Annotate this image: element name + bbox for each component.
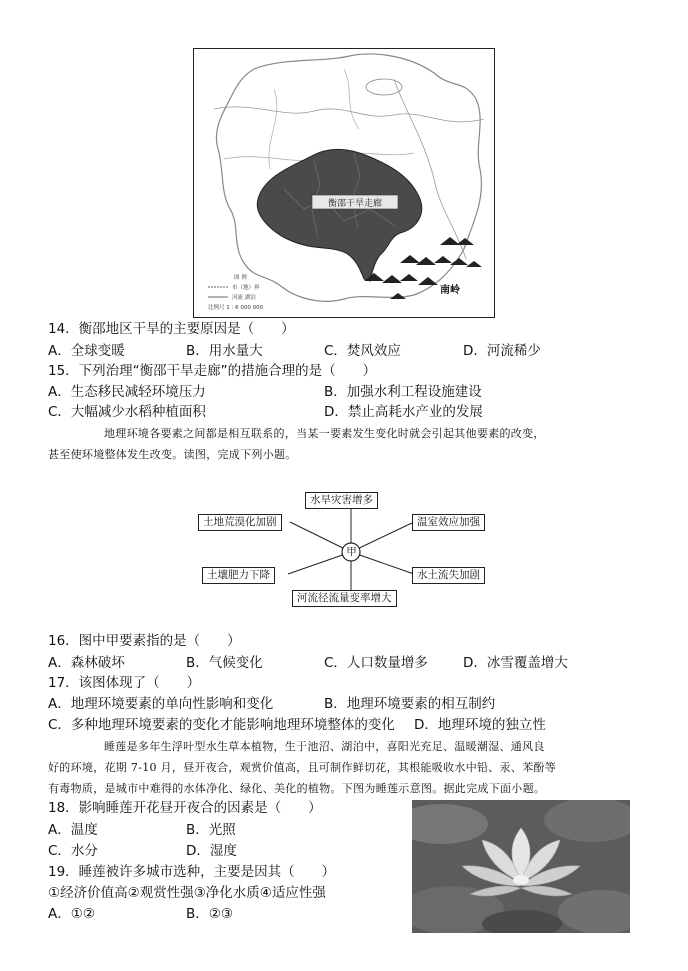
q16-option-d[interactable]: D．冰雪覆盖增大 bbox=[463, 655, 568, 671]
q17-option-a[interactable]: A．地理环境要素的单向性影响和变化 bbox=[48, 696, 274, 712]
q14-option-b[interactable]: B．用水量大 bbox=[186, 343, 263, 359]
q15-option-a[interactable]: A．生态移民减轻环境压力 bbox=[48, 384, 206, 400]
q19-option-b[interactable]: B．②③ bbox=[186, 906, 233, 922]
legend-title: 图 例 bbox=[234, 275, 247, 281]
q19-stem: 19．睡莲被许多城市选种，主要是因其（ ） bbox=[48, 864, 336, 880]
q16-option-a[interactable]: A．森林破坏 bbox=[48, 655, 125, 671]
q18-option-d[interactable]: D．湿度 bbox=[186, 843, 237, 859]
q19-option-a[interactable]: A．①② bbox=[48, 906, 95, 922]
map-legend bbox=[208, 273, 264, 311]
water-lily-drawing bbox=[412, 800, 630, 933]
diagram-lower-left-box: 土壤肥力下降 bbox=[202, 567, 275, 584]
river-line bbox=[269, 89, 277, 169]
q18-option-c[interactable]: C．水分 bbox=[48, 843, 98, 859]
q17-option-b[interactable]: B．地理环境要素的相互制约 bbox=[324, 696, 496, 712]
q15-option-c[interactable]: C．大幅减少水稻种植面积 bbox=[48, 404, 206, 420]
diagram-bottom-box: 河流径流量变率增大 bbox=[292, 590, 397, 607]
passage2-line1: 睡莲是多年生浮叶型水生草本植物，生于池沼、湖泊中，喜阳光充足、温暖潮湿、通风良 bbox=[104, 740, 545, 753]
q16-option-c[interactable]: C．人口数量增多 bbox=[324, 655, 428, 671]
river-line bbox=[214, 107, 484, 122]
corridor-label: 衡邵干旱走廊 bbox=[327, 199, 383, 209]
q16-stem: 16．图中甲要素指的是（ ） bbox=[48, 633, 241, 649]
passage2-line2: 好的环境，花期 7-10 月，昼开夜合，观赏价值高，且可制作鲜切花，其根能吸收水中铅、汞、苯酚等 bbox=[48, 761, 557, 774]
nanling-label: 南岭 bbox=[440, 285, 460, 296]
water-lily-photo bbox=[412, 800, 630, 933]
river-line bbox=[344, 69, 359, 129]
diagram-upper-right-box: 温室效应加强 bbox=[412, 514, 485, 531]
q17-option-d[interactable]: D．地理环境的独立性 bbox=[414, 717, 546, 733]
diagram-lower-right-box: 水土流失加剧 bbox=[412, 567, 485, 584]
legend-boundary: 市（地）界 bbox=[232, 285, 260, 291]
q19-statements: ①经济价值高②观赏性强③净化水质④适应性强 bbox=[48, 885, 326, 901]
q14-option-c[interactable]: C．焚风效应 bbox=[324, 343, 401, 359]
q14-option-d[interactable]: D．河流稀少 bbox=[463, 343, 541, 359]
q15-stem: 15．下列治理“衡邵干旱走廊”的措施合理的是（ ） bbox=[48, 363, 377, 379]
hengshao-map bbox=[193, 48, 495, 318]
element-relation-diagram bbox=[190, 486, 500, 610]
q18-option-b[interactable]: B．光照 bbox=[186, 822, 236, 838]
drought-corridor-region bbox=[257, 149, 422, 281]
diagram-top-box: 水旱灾害增多 bbox=[305, 492, 378, 509]
legend-river: 河流 湖泊 bbox=[232, 295, 256, 301]
diagram-upper-left-box: 土地荒漠化加剧 bbox=[198, 514, 282, 531]
q15-option-b[interactable]: B．加强水利工程设施建设 bbox=[324, 384, 482, 400]
q17-stem: 17．该图体现了（ ） bbox=[48, 675, 201, 691]
q18-option-a[interactable]: A．温度 bbox=[48, 822, 98, 838]
passage2-line3: 有毒物质，是城市中难得的水体净化、绿化、美化的植物。下图为睡莲示意图。据此完成下面小题。 bbox=[48, 782, 546, 795]
q17-option-c[interactable]: C．多种地理环境要素的变化才能影响地理环境整体的变化 bbox=[48, 717, 395, 733]
q18-stem: 18．影响睡莲开花昼开夜合的因素是（ ） bbox=[48, 800, 322, 816]
q14-option-a[interactable]: A．全球变暖 bbox=[48, 343, 125, 359]
passage1-line2: 甚至使环境整体发生改变。读图，完成下列小题。 bbox=[48, 448, 297, 461]
passage1-line1: 地理环境各要素之间都是相互联系的，当某一要素发生变化时就会引起其他要素的改变， bbox=[104, 427, 545, 440]
map-drawing bbox=[194, 49, 494, 317]
diagram-center-label: 甲 bbox=[346, 546, 357, 558]
q15-option-d[interactable]: D．禁止高耗水产业的发展 bbox=[324, 404, 483, 420]
q14-stem: 14．衡邵地区干旱的主要原因是（ ） bbox=[48, 321, 295, 337]
legend-scale: 比例尺 1 : 6 000 000 bbox=[208, 305, 264, 311]
q16-option-b[interactable]: B．气候变化 bbox=[186, 655, 263, 671]
